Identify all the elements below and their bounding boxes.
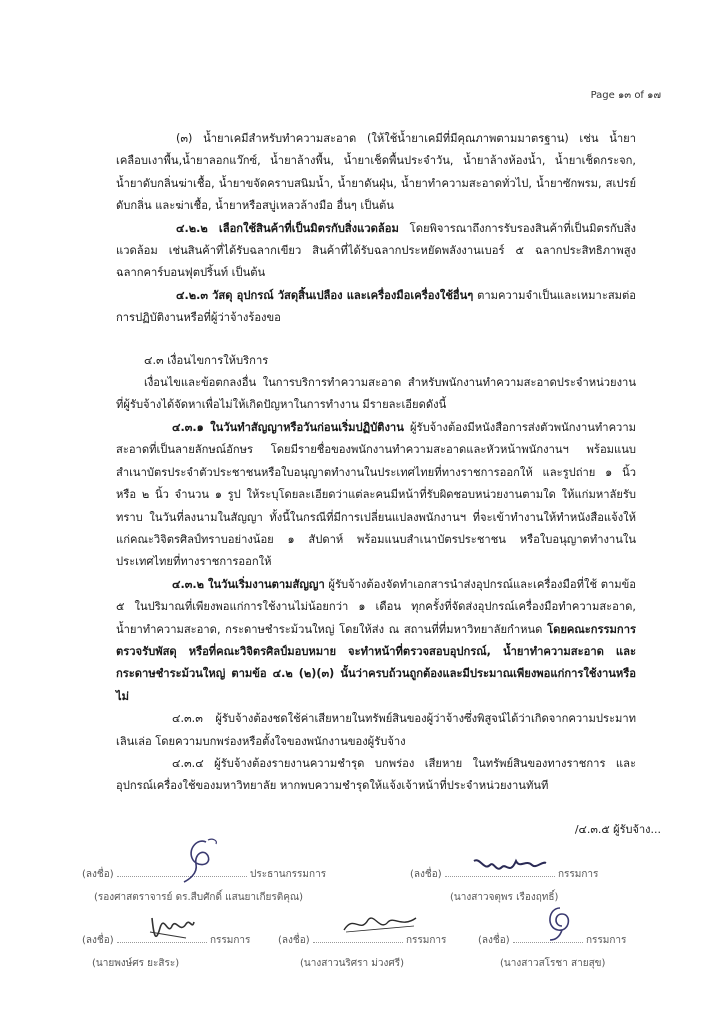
paragraph-contract-day: ๔.๓.๑ ในวันทำสัญญาหรือวันก่อนเริ่มปฏิบัติงาน ผู้รับจ้างต้องมีหนังสือการส่งตัวพนักงานทำความสะอาดที่เป็นลายลักษณ์อักษร โดยมีรายชื่อของพนักงานทำความสะอาดและหัวหน้าพนักงานฯ พร้อมแนบสำเนาบัตรประจำตัวประชาชนหรือใบอนุญาตทำงานในประเทศไทยที่ทางราชการออกให้ และรูปถ่าย ๑ นิ้ว หรือ ๒ นิ้ว จำนวน ๑ รูป ให้ระบุโดยละเอียดว่าแต่ละคนมีหน้าที่รับผิดชอบหน่วยงานตามใด ให้แก่มหาลัยรับทราบ ในวันที่ลงนามในสัญญา ทั้งนี้ในกรณีที่มีการเปลี่ยนแปลงพนักงานฯ ที่จะเข้าทำงานให้ทำหนังสือแจ้งให้แก่คณะวิจิตรศิลป์ทราบอย่างน้อย ๑ สัปดาห์ พร้อมแนบสำเนาบัตรประชาชน หรือใบอนุญาตทำงานในประเทศไทยที่ทางราชการออกให้ — [116, 420, 636, 569]
signature-member-1: (ลงชื่อ) กรรมการ — [410, 866, 598, 882]
paragraph-damages: ๔.๓.๓ ผู้รับจ้างต้องชดใช้ค่าเสียหายในทรัพย์สินของผู้ว่าจ้างซึ่งพิสูจน์ได้ว่าเกิดจากความประมาทเลินเล่อ โดยความบกพร่องหรือตั้งใจของพนักงานของผู้รับจ้าง — [116, 712, 636, 748]
chair-name: (รองศาสตราจารย์ ดร.สืบศักดิ์ แสนยาเกียรติคุณ) — [94, 892, 304, 903]
document-body — [116, 128, 636, 798]
signature-chair: (ลงชื่อ) ประธานกรรมการ — [82, 866, 326, 882]
handwritten-signature-chair — [178, 836, 228, 886]
member-4-name: (นางสาวสโรชา สายสุข) — [500, 958, 606, 969]
continuation-note: /๔.๓.๕ ผู้รับจ้าง... — [574, 823, 661, 836]
handwritten-signature-member-4 — [540, 902, 580, 942]
handwritten-signature-member-3 — [340, 910, 420, 936]
signature-member-2: (ลงชื่อ) กรรมการ — [82, 932, 250, 948]
paragraph-conditions: เงื่อนไขและข้อตกลงอื่น ในการบริการทำความสะอาด สำหรับพนักงานทำความสะอาดประจำหน่วยงานที่ผู้รับจ้างได้จัดหาเพื่อไม่ให้เกิดปัญหาในการทำงาน มีรายละเอียดดังนี้ — [116, 376, 636, 412]
member-1-name: (นางสาวจตุพร เรืองฤทธิ์) — [450, 892, 559, 903]
subheading-materials: ๔.๒.๓ วัสดุ อุปกรณ์ วัสดุสิ้นเปลือง และเครื่องมือเครื่องใช้อื่นๆ — [176, 288, 474, 302]
handwritten-signature-member-2 — [146, 908, 196, 948]
member-3-name: (นางสาวนริศรา ม่วงศรี) — [300, 958, 404, 969]
paragraph-chemicals: (๓) น้ำยาเคมีสำหรับทำความสะอาด (ให้ใช้น้ำยาเคมีที่มีคุณภาพตามมาตรฐาน) เช่น น้ำยาเคลือบเงาพื้น,น้ำยาลอกแว๊กซ์, น้ำยาล้างพื้น, น้ำยาเช็ดพื้นประจำวัน, น้ำยาล้างห้องน้ำ, น้ำยาเช็ดกระจก, น้ำยาดับกลิ่นฆ่าเชื้อ, น้ำยาขจัดคราบสนิมน้ำ, น้ำยาดันฝุ่น, น้ำยาทำความสะอาดทั่วไป, น้ำยาซักพรม, สเปรย์ดับกลิ่น และฆ่าเชื้อ, น้ำยาหรือสบู่เหลวล้างมือ อื่นๆ เป็นต้น — [116, 132, 636, 213]
signature-member-3: (ลงชื่อ) กรรมการ — [278, 932, 446, 948]
paragraph-materials: ๔.๒.๓ วัสดุ อุปกรณ์ วัสดุสิ้นเปลือง และเครื่องมือเครื่องใช้อื่นๆ ตามความจำเป็นและเหมาะสมต่อการปฏิบัติงานหรือที่ผู้ว่าจ้างร้องขอ — [116, 288, 637, 325]
subheading-start-day: ๔.๓.๒ ในวันเริ่มงานตามสัญญา — [172, 577, 325, 591]
section-title: ๔.๓ เงื่อนไขการให้บริการ — [144, 353, 269, 367]
subheading-eco-products: ๔.๒.๒ เลือกใช้สินค้าที่เป็นมิตรกับสิ่งแวดล้อม — [176, 221, 399, 235]
subheading-contract-day: ๔.๓.๑ ในวันทำสัญญาหรือวันก่อนเริ่มปฏิบัติงาน — [172, 420, 404, 434]
paragraph-start-day: ๔.๓.๒ ในวันเริ่มงานตามสัญญา ผู้รับจ้างต้องจัดทำเอกสารนำส่งอุปกรณ์และเครื่องมือที่ใช้ ตามข้อ ๕ ในปริมาณที่เพียงพอแก่การใช้งานไม่น้อยกว่า ๑ เดือน ทุกครั้งที่จัดส่งอุปกรณ์เครื่องมือทำความสะอาด, น้ำยาทำความสะอาด, กระดาษชำระม้วนใหญ่ โดยให้ส่ง ณ สถานที่ที่มหาวิทยาลัยกำหนด โดยคณะกรรมการตรวจรับพัสดุ หรือที่คณะวิจิตรศิลป์มอบหมาย จะทำหน้าที่ตรวจสอบอุปกรณ์, น้ำยาทำความสะอาด และกระดาษชำระม้วนใหญ่ ตามข้อ ๔.๒ (๒)(๓) นั้นว่าครบถ้วนถูกต้องและมีประมาณเพียงพอแก่การใช้งานหรือไม่ — [116, 577, 637, 703]
paragraph-report: ๔.๓.๔ ผู้รับจ้างต้องรายงานความชำรุด บกพร่อง เสียหาย ในทรัพย์สินของทางราชการ และอุปกรณ์เครื่องใช้ของมหาวิทยาลัย หากพบความชำรุดให้แจ้งเจ้าหน้าที่ประจำหน่วยงานทันที — [116, 756, 636, 793]
signature-member-4: (ลงชื่อ) กรรมการ — [478, 932, 626, 948]
page-number: Page ๑๓ of ๑๗ — [590, 90, 661, 101]
handwritten-signature-member-1 — [470, 855, 550, 877]
paragraph-eco-products: ๔.๒.๒ เลือกใช้สินค้าที่เป็นมิตรกับสิ่งแวดล้อม โดยพิจารณาถึงการรับรองสินค้าที่เป็นมิตรกับสิ่งแวดล้อม เช่นสินค้าที่ได้รับฉลากเขียว สินค้าที่ได้รับฉลากประหยัดพลังงานเบอร์ ๕ ฉลากประสิทธิภาพสูง ฉลากคาร์บอนฟุตปริ้นท์ เป็นต้น — [116, 221, 636, 280]
member-2-name: (นายพงษ์ศร ยะสิระ) — [92, 958, 180, 969]
